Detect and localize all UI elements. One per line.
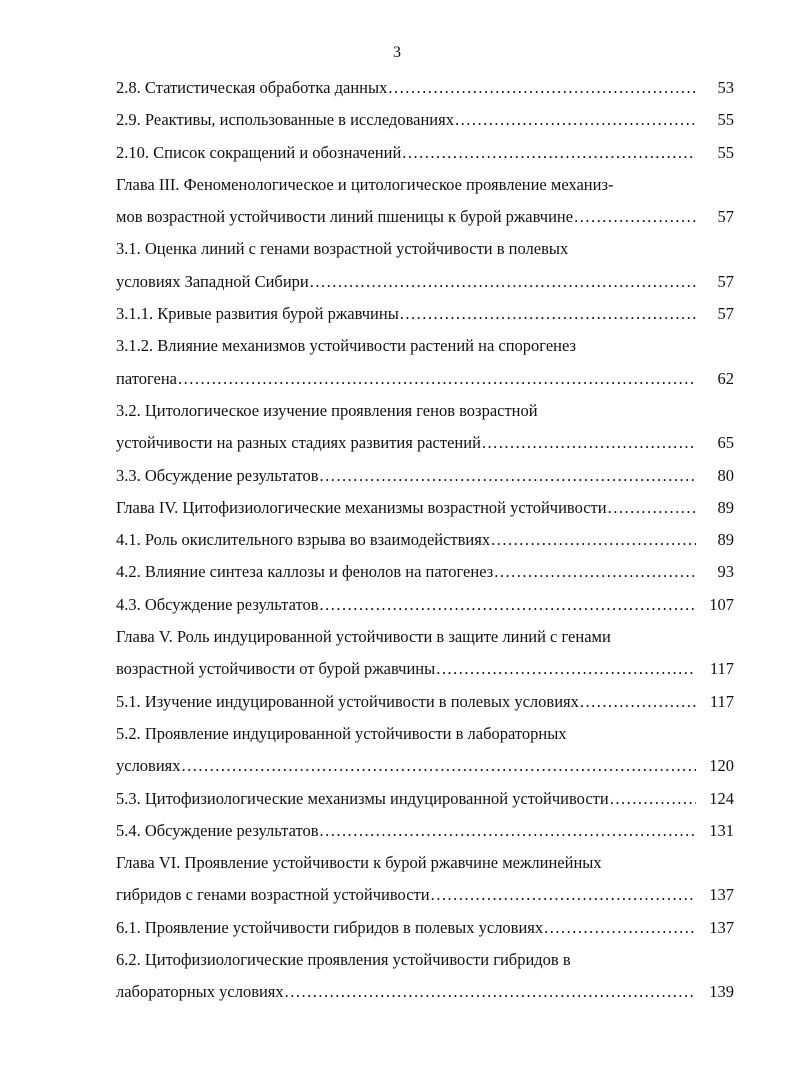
toc-entry [116, 556, 734, 588]
toc-entry [116, 395, 734, 460]
toc-entry-title-line: 3.2. Цитологическое изучение проявления генов возрастной [116, 400, 538, 420]
dot-leader [182, 750, 696, 782]
toc-entry [116, 137, 734, 169]
toc-page-number: 53 [717, 78, 734, 97]
toc-entry-title: мов возрастной устойчивости линий пшеницы к бурой ржавчине [116, 207, 574, 227]
toc-page-number: 57 [717, 304, 734, 324]
toc-page-number: 117 [709, 691, 734, 711]
toc-entry-line [116, 460, 734, 492]
toc-entry-line [116, 201, 734, 233]
toc-entry-line [116, 72, 734, 104]
toc-entry-line [116, 653, 734, 685]
toc-entry-title: 2.9. Реактивы, использованные в исследованиях [116, 110, 454, 130]
toc-page-number: 89 [717, 497, 734, 517]
dot-leader [574, 201, 696, 233]
toc-entry [116, 621, 734, 686]
toc-entry-title: 4.2. Влияние синтеза каллозы и фенолов на патогенез [116, 562, 494, 582]
page-number: 3 [393, 44, 401, 61]
toc-entry-line [116, 524, 734, 556]
dot-leader [580, 686, 696, 718]
dot-leader [544, 912, 696, 944]
toc-entry [116, 72, 734, 104]
toc-entry [116, 783, 734, 815]
toc-entry-line [116, 492, 734, 524]
toc-entry-title-line: 3.1.2. Влияние механизмов устойчивости растений на спорогенез [116, 336, 577, 356]
toc-entry [116, 912, 734, 944]
toc-page-number: 62 [717, 368, 734, 388]
toc-entry-line [116, 750, 734, 782]
dot-leader [455, 104, 696, 136]
dot-leader [320, 815, 697, 847]
toc-entry-title: патогена [116, 368, 177, 388]
toc-page-number: 117 [709, 659, 734, 679]
toc-entry-title: лабораторных условиях [116, 982, 284, 1002]
dot-leader [436, 653, 696, 685]
toc-entry-line [116, 556, 734, 588]
toc-entry-title-line: Глава III. Феноменологическое и цитологическое проявление механиз- [116, 174, 614, 194]
toc-entry-title: 4.1. Роль окислительного взрыва во взаимодействиях [116, 530, 491, 550]
toc-entry-line [116, 912, 734, 944]
dot-leader [310, 266, 696, 298]
toc-entry [116, 104, 734, 136]
toc-page-number: 65 [717, 433, 734, 453]
toc-entry-title: 2.10. Список сокращений и обозначений [116, 142, 402, 162]
toc-entry [116, 524, 734, 556]
toc-entry [116, 815, 734, 847]
toc-entry-title: устойчивости на разных стадиях развития растений [116, 433, 481, 453]
toc-entry [116, 718, 734, 783]
toc-entry [116, 330, 734, 395]
toc-entry [116, 233, 734, 298]
dot-leader [400, 298, 696, 330]
toc-page-number: 57 [717, 271, 734, 291]
dot-leader [608, 492, 696, 524]
toc-entry-title: условиях Западной Сибири [116, 271, 309, 291]
toc-entry-line [116, 427, 734, 459]
toc-page-number: 131 [709, 820, 734, 840]
toc-entry-title: 3.1.1. Кривые развития бурой ржавчины [116, 304, 399, 324]
toc-page-number: 107 [709, 594, 734, 614]
dot-leader [494, 556, 696, 588]
toc-entry-line [116, 976, 734, 1008]
toc-entry-line [116, 879, 734, 911]
dot-leader [285, 976, 696, 1008]
toc-page-number: 55 [717, 142, 734, 162]
toc-entry-title-line: 5.2. Проявление индуцированной устойчивости в лабораторных [116, 723, 567, 743]
toc-entry-line [116, 298, 734, 330]
toc-entry [116, 944, 734, 1009]
dot-leader [402, 137, 696, 169]
toc-entry-title: 3.3. Обсуждение результатов [116, 465, 319, 485]
toc-entry-title-line: 6.2. Цитофизиологические проявления устойчивости гибридов в [116, 950, 571, 970]
dot-leader [482, 427, 696, 459]
toc-page-number: 57 [717, 207, 734, 227]
toc-page-number: 55 [717, 110, 734, 130]
toc-entry-line [116, 104, 734, 136]
toc-page-number: 137 [709, 917, 734, 937]
toc-entry [116, 169, 734, 234]
toc-page-number: 89 [717, 530, 734, 550]
dot-leader [610, 783, 696, 815]
toc-page-number: 80 [717, 465, 734, 485]
toc-entry [116, 589, 734, 621]
toc-entry-title: условиях [116, 756, 181, 776]
table-of-contents [116, 72, 734, 1009]
toc-entry-title: 5.4. Обсуждение результатов [116, 820, 319, 840]
toc-page-number: 120 [709, 756, 734, 776]
toc-entry [116, 847, 734, 912]
toc-entry-title-line: 3.1. Оценка линий с генами возрастной устойчивости в полевых [116, 239, 569, 259]
dot-leader [178, 363, 696, 395]
toc-entry-title: возрастной устойчивости от бурой ржавчины [116, 659, 436, 679]
toc-page-number: 93 [717, 562, 734, 582]
toc-entry-line [116, 815, 734, 847]
toc-entry-title: 4.3. Обсуждение результатов [116, 594, 319, 614]
toc-page-number: 139 [709, 982, 734, 1002]
toc-entry-title: Глава IV. Цитофизиологические механизмы возрастной устойчивости [116, 497, 607, 517]
toc-page-number: 124 [709, 788, 734, 808]
toc-entry-title: 5.1. Изучение индуцированной устойчивости в полевых условиях [116, 691, 579, 711]
toc-entry-line [116, 266, 734, 298]
toc-entry-line [116, 137, 734, 169]
toc-entry-line [116, 363, 734, 395]
toc-entry-title: 6.1. Проявление устойчивости гибридов в полевых условиях [116, 917, 544, 937]
toc-entry-line [116, 686, 734, 718]
dot-leader [320, 460, 697, 492]
toc-entry-title-line: Глава V. Роль индуцированной устойчивости в защите линий с генами [116, 627, 611, 647]
toc-entry-line [116, 589, 734, 621]
toc-page-number: 137 [709, 885, 734, 905]
toc-entry-line [116, 783, 734, 815]
toc-entry-title: 5.3. Цитофизиологические механизмы индуцированной устойчивости [116, 788, 609, 808]
dot-leader [491, 524, 696, 556]
toc-entry [116, 298, 734, 330]
toc-entry [116, 492, 734, 524]
dot-leader [431, 879, 696, 911]
dot-leader [320, 589, 697, 621]
toc-entry [116, 460, 734, 492]
toc-entry-title: гибридов с генами возрастной устойчивости [116, 885, 430, 905]
toc-entry-title-line: Глава VI. Проявление устойчивости к бурой ржавчине межлинейных [116, 853, 602, 873]
dot-leader [388, 72, 696, 104]
toc-entry-title: 2.8. Статистическая обработка данных [116, 78, 388, 97]
toc-entry [116, 686, 734, 718]
